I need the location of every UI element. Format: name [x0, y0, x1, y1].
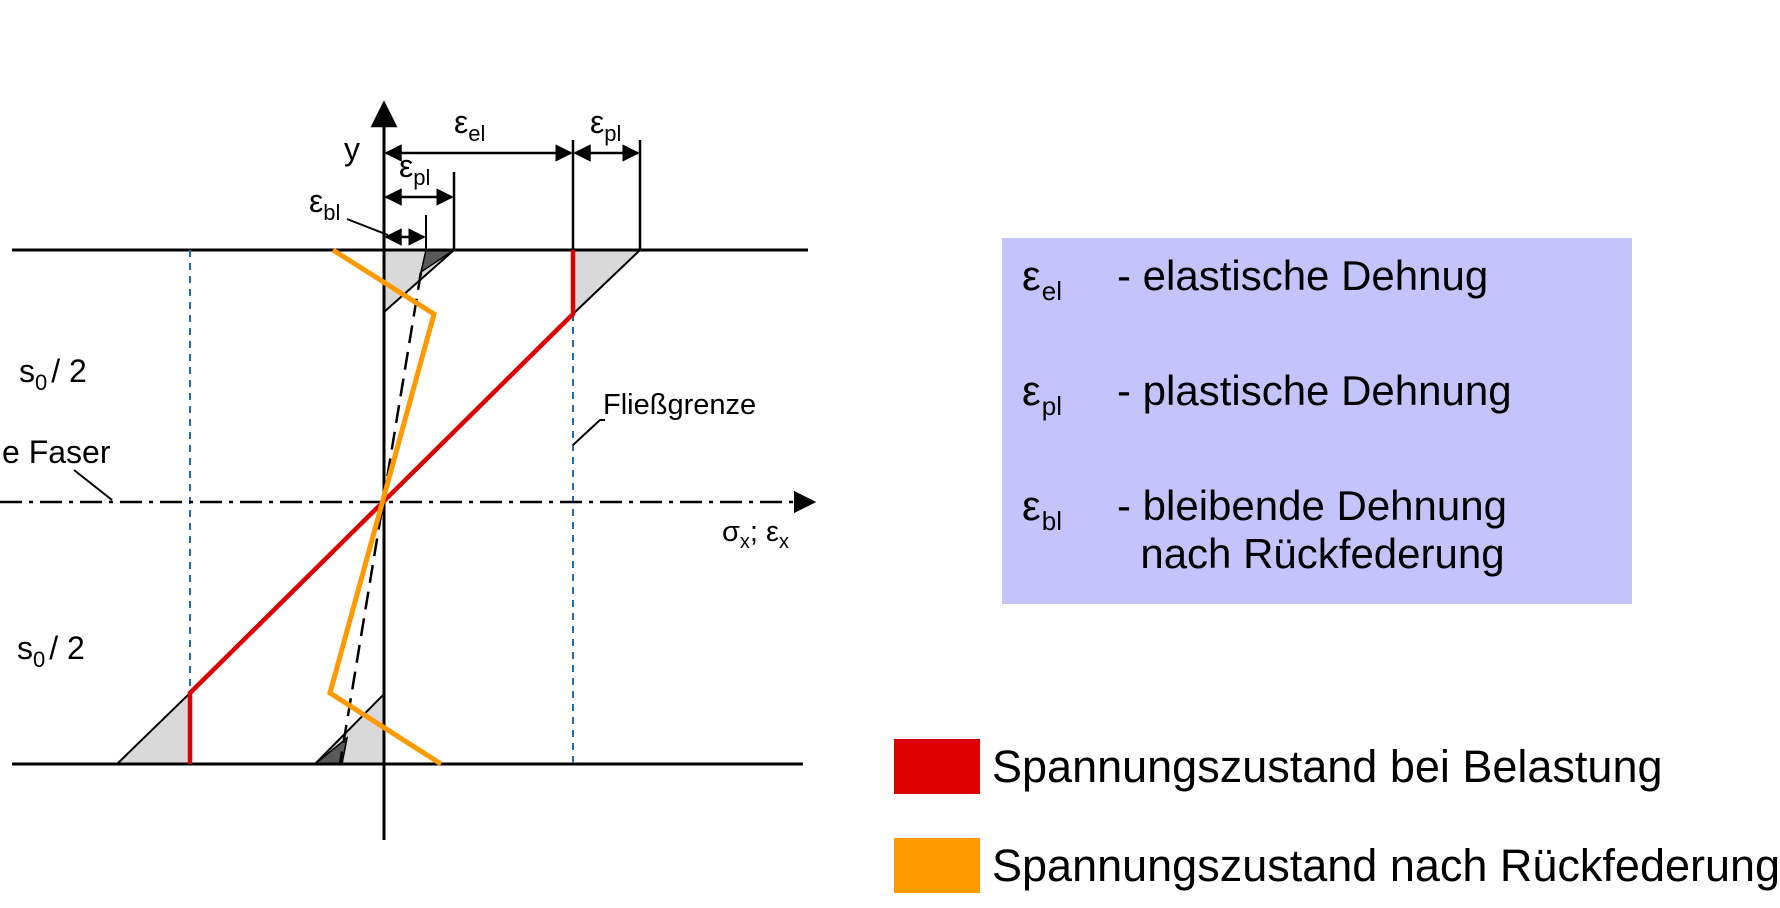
x-axis-label: $\sigma_x$; $\varepsilon_x$	[722, 516, 789, 553]
legend-swatch-red	[894, 739, 980, 794]
dim-label-eps-pl-inner: $\varepsilon_{pl}$	[399, 148, 431, 190]
yield-limit-label: Fließgrenze	[603, 389, 757, 421]
legend-swatch-orange	[894, 838, 980, 893]
y-axis-label: y	[344, 131, 360, 167]
definition-symbol: $\varepsilon_{bl}$	[1022, 482, 1062, 536]
dim-label-eps-el: $\varepsilon_{el}$	[454, 104, 486, 146]
dim-label-eps-bl: $\varepsilon_{bl}$	[309, 183, 341, 225]
half-thickness-label-lower: $s_0 / 2$	[17, 630, 85, 672]
bottom-plastic-triangle	[117, 693, 190, 764]
half-thickness-label-upper: $s_0 / 2$	[19, 353, 87, 395]
definition-text: - bleibende Dehnung nach Rückfederung	[1117, 482, 1507, 578]
definition-text: - elastische Dehnug	[1117, 252, 1489, 299]
definitions-box	[1002, 238, 1632, 604]
dim-label-eps-pl-top: $\varepsilon_{pl}$	[590, 104, 622, 146]
definition-text: - plastische Dehnung	[1117, 367, 1512, 414]
legend-label: Spannungszustand bei Belastung	[992, 741, 1663, 792]
eps-bl-leader	[347, 219, 388, 235]
neutral-fiber-label: e Faser	[2, 434, 111, 470]
neutral-fiber-leader	[74, 470, 112, 500]
top-plastic-triangle	[573, 250, 640, 314]
bottom-residual-triangle	[315, 738, 347, 764]
definition-symbol: $\varepsilon_{pl}$	[1022, 367, 1062, 421]
top-residual-triangle	[421, 250, 454, 272]
yield-leader	[573, 420, 605, 445]
definition-symbol: $\varepsilon_{el}$	[1022, 252, 1062, 306]
legend-label: Spannungszustand nach Rückfederung	[992, 840, 1780, 891]
